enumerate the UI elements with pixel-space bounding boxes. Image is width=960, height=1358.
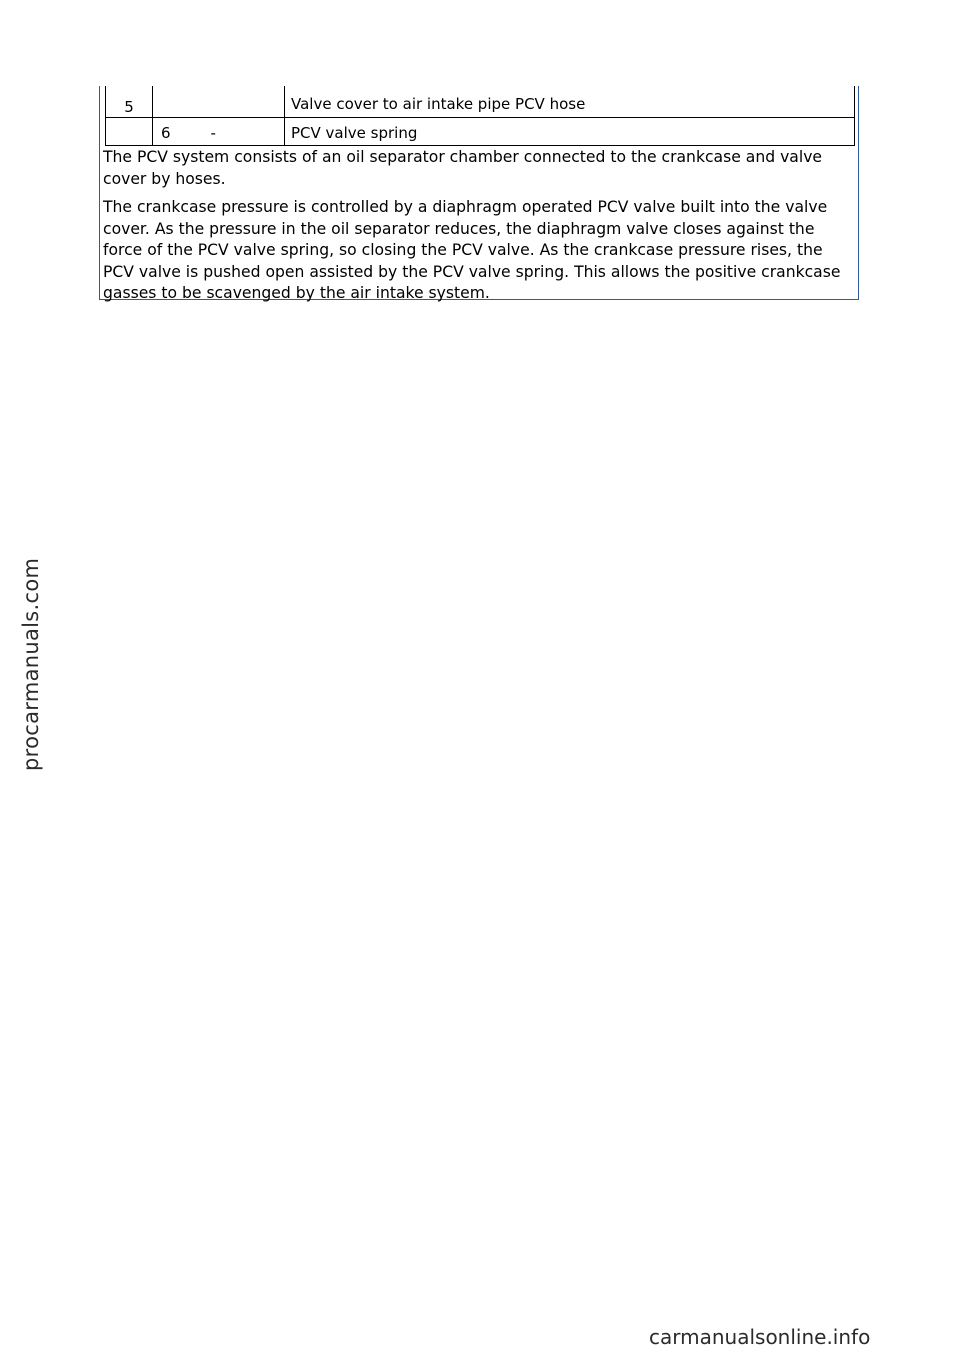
- part-separator-cell: [153, 86, 285, 117]
- part-empty-cell: [106, 117, 153, 145]
- part-description-cell: [285, 117, 855, 145]
- bottom-watermark: carmanualsonline.info: [649, 1325, 871, 1349]
- table-row: [106, 86, 855, 117]
- part-separator: -: [210, 123, 216, 142]
- part-description: PCV valve spring: [291, 123, 418, 142]
- body-paragraph: The PCV system consists of an oil separator chamber connected to the crankcase and valve cover by hoses.: [103, 148, 823, 188]
- parts-table: [105, 86, 855, 146]
- content-frame: [99, 86, 859, 300]
- part-number-cell: [153, 117, 285, 145]
- part-number: 5: [124, 98, 134, 116]
- body-paragraph: The crankcase pressure is controlled by a diaphragm operated PCV valve built into the valve cover. As the pressure in the oil separator reduces, the diaphragm valve closes against the force of the PCV valve spring, so closing the PCV valve. As the crankcase pressure rises, the PCV valve is pushed open assisted by the PCV valve spring. This allows the positive crankcase gasses to be scavenged by the air intake system.: [103, 198, 841, 302]
- part-description: Valve cover to air intake pipe PCV hose: [291, 95, 586, 113]
- part-number: 6: [161, 123, 171, 142]
- part-number-cell: [106, 86, 153, 117]
- side-watermark: procarmanuals.com: [19, 557, 43, 771]
- table-row: [106, 117, 855, 145]
- part-description-cell: [285, 86, 855, 117]
